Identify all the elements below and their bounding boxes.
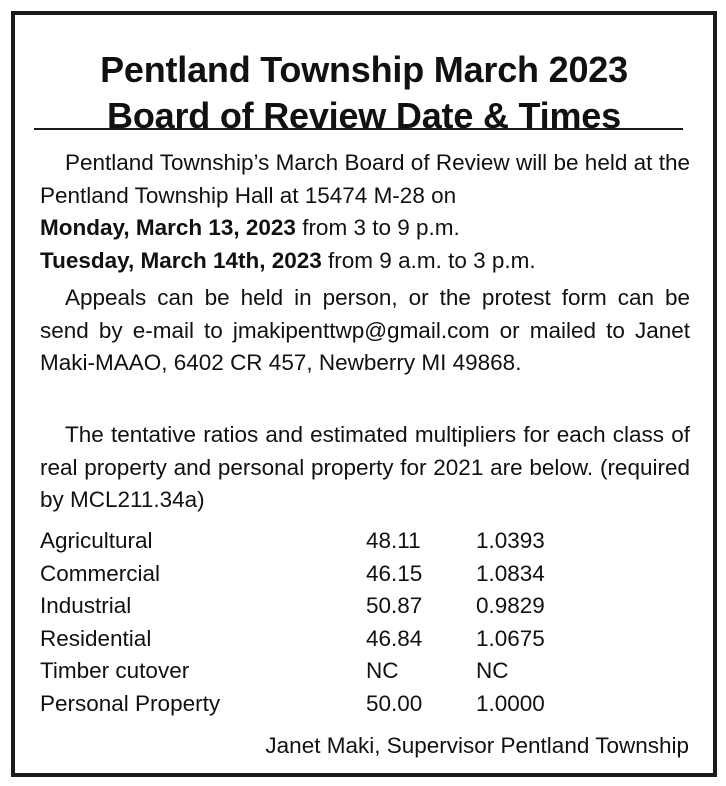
ratios-table (40, 525, 640, 720)
table-row (40, 655, 640, 688)
ratio-value: 46.84 (366, 625, 423, 651)
tuesday-line (40, 245, 690, 278)
ratio-value: 48.11 (366, 528, 421, 553)
class-name: Agricultural (40, 528, 153, 553)
table-row (40, 688, 640, 721)
class-name: Industrial (40, 593, 132, 618)
ratio-value: 46.15 (366, 560, 423, 586)
notice-title-line-2: Board of Review Date & Times (107, 95, 621, 136)
ratio-value: 50.87 (366, 593, 423, 618)
class-name: Residential (40, 625, 152, 651)
class-name: Personal Property (40, 690, 221, 716)
monday-time: from 3 to 9 p.m. (295, 215, 460, 240)
multiplier-value: 1.0834 (476, 560, 545, 586)
multiplier-value: 1.0393 (476, 528, 545, 553)
ratios-paragraph: The tentative ratios and estimated multipliers for each class of real property and personal property for 2021 are below. (required by MCL211.34a) (40, 422, 690, 512)
table-row (40, 590, 640, 623)
table-row (40, 558, 640, 591)
ratio-value: 50.00 (366, 690, 423, 716)
class-name: Commercial (40, 560, 161, 586)
table-row (40, 525, 640, 558)
notice-title-line-1: Pentland Township March 2023 (100, 49, 628, 90)
monday-line (40, 212, 690, 245)
ratio-value: NC (366, 658, 399, 683)
appeals-paragraph: Appeals can be held in person, or the protest form can be send by e-mail to jmakipenttwp@gmail.com or mailed to Janet Maki-MAAO, 6402 CR 457, Newberry MI 49868. (40, 285, 690, 375)
table-row (40, 623, 640, 656)
monday-date: Monday, March 13, 2023 (40, 215, 296, 240)
intro-paragraph: Pentland Township’s March Board of Review will be held at the Pentland Township Hall at 15474 M-28 on (40, 150, 690, 208)
tuesday-date: Tuesday, March 14th, 2023 (40, 248, 322, 273)
multiplier-value: 0.9829 (476, 593, 545, 618)
multiplier-value: 1.0000 (476, 690, 545, 716)
tuesday-time: from 9 a.m. to 3 p.m. (321, 248, 536, 273)
multiplier-value: NC (476, 658, 509, 683)
multiplier-value: 1.0675 (476, 625, 545, 651)
signature-line: Janet Maki, Supervisor Pentland Township (265, 733, 689, 758)
class-name: Timber cutover (40, 658, 190, 683)
title-divider (34, 128, 683, 130)
